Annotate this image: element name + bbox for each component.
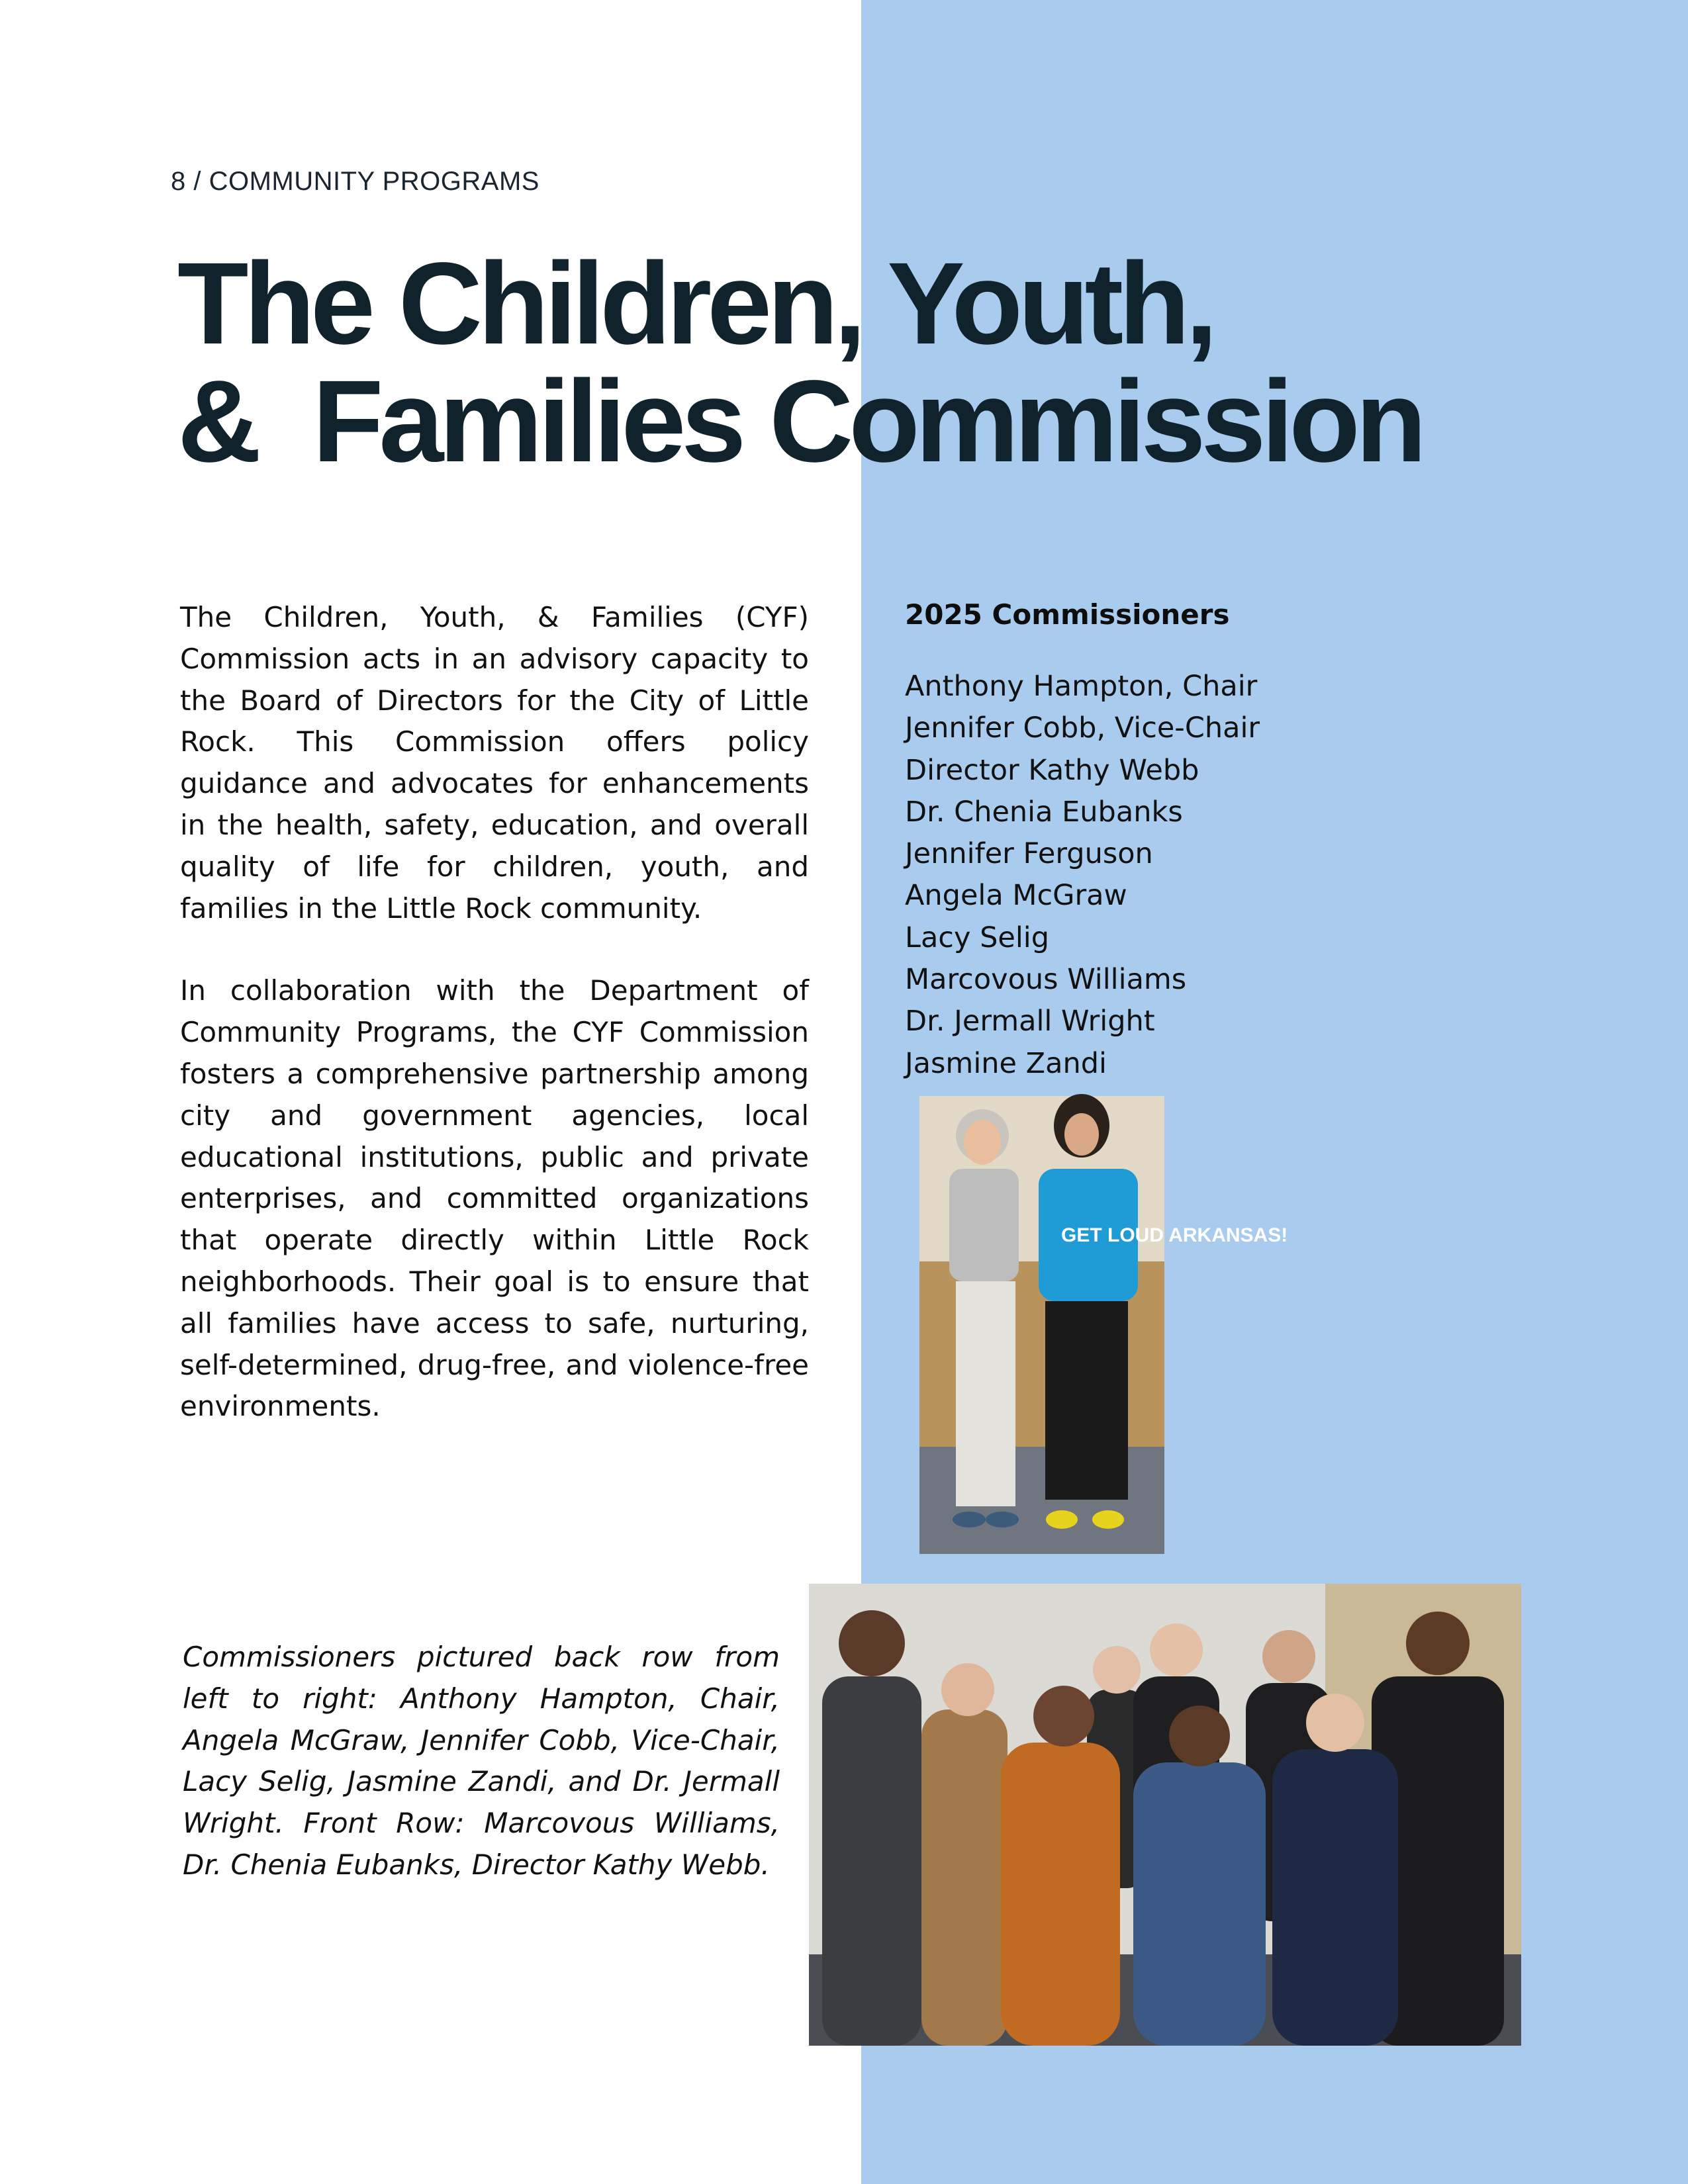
two-commissioners-photo [919, 1096, 1288, 1554]
commissioner-name: Anthony Hampton, Chair [905, 670, 1258, 703]
group-photo [809, 1584, 1521, 2046]
commissioner-name: Angela McGraw [905, 879, 1127, 913]
page-title [177, 239, 1423, 486]
commissioner-name: Dr. Jermall Wright [905, 1005, 1155, 1038]
group-photo-caption: Commissioners pictured back row from left to right: Anthony Hampton, Chair, Angela McGraw, Jennifer Cobb, Vice-Chair, Lacy Selig, Jasmine Zandi, and Dr. Jermall Wright. Front Row: Marcovous Williams, Dr. Chenia Eubanks, Director Kathy Webb. [183, 1641, 780, 1881]
commissioners-list [905, 666, 1260, 1085]
intro-text [180, 597, 809, 1469]
commissioner-name: Dr. Chenia Eubanks [905, 795, 1183, 829]
commissioner-name: Lacy Selig [905, 921, 1050, 954]
section-label: 8 / COMMUNITY PROGRAMS [171, 167, 539, 196]
title-line-2: & Families Commission [177, 357, 1423, 486]
commissioner-name: Jasmine Zandi [905, 1046, 1107, 1080]
commissioner-name: Jennifer Cobb, Vice-Chair [905, 711, 1260, 745]
commissioners-heading: 2025 Commissioners [905, 598, 1230, 631]
commissioner-name: Director Kathy Webb [905, 753, 1199, 787]
intro-paragraph-2: In collaboration with the Department of Community Programs, the CYF Commission fosters a comprehensive partnership among city and government agencies, local educational institutions, public and private enterprises, and committed organizations that operate directly within Little Rock neighborhoods. Their goal is to ensure that all families have access to safe, nurturing, self-determined, drug-free, and violence-free environments. [180, 974, 809, 1423]
title-line-1: The Children, Youth, [177, 239, 1213, 369]
shirt-text: GET LOUD ARKANSAS! [1061, 1224, 1288, 1246]
commissioner-name: Jennifer Ferguson [905, 837, 1153, 871]
commissioner-name: Marcovous Williams [905, 963, 1187, 997]
intro-paragraph-1: The Children, Youth, & Families (CYF) Commission acts in an advisory capacity to the Board of Directors for the City of Little Rock. This Commission offers policy guidance and advocates for enhancements in the health, safety, education, and overall quality of life for children, youth, and families in the Little Rock community. [180, 601, 809, 925]
